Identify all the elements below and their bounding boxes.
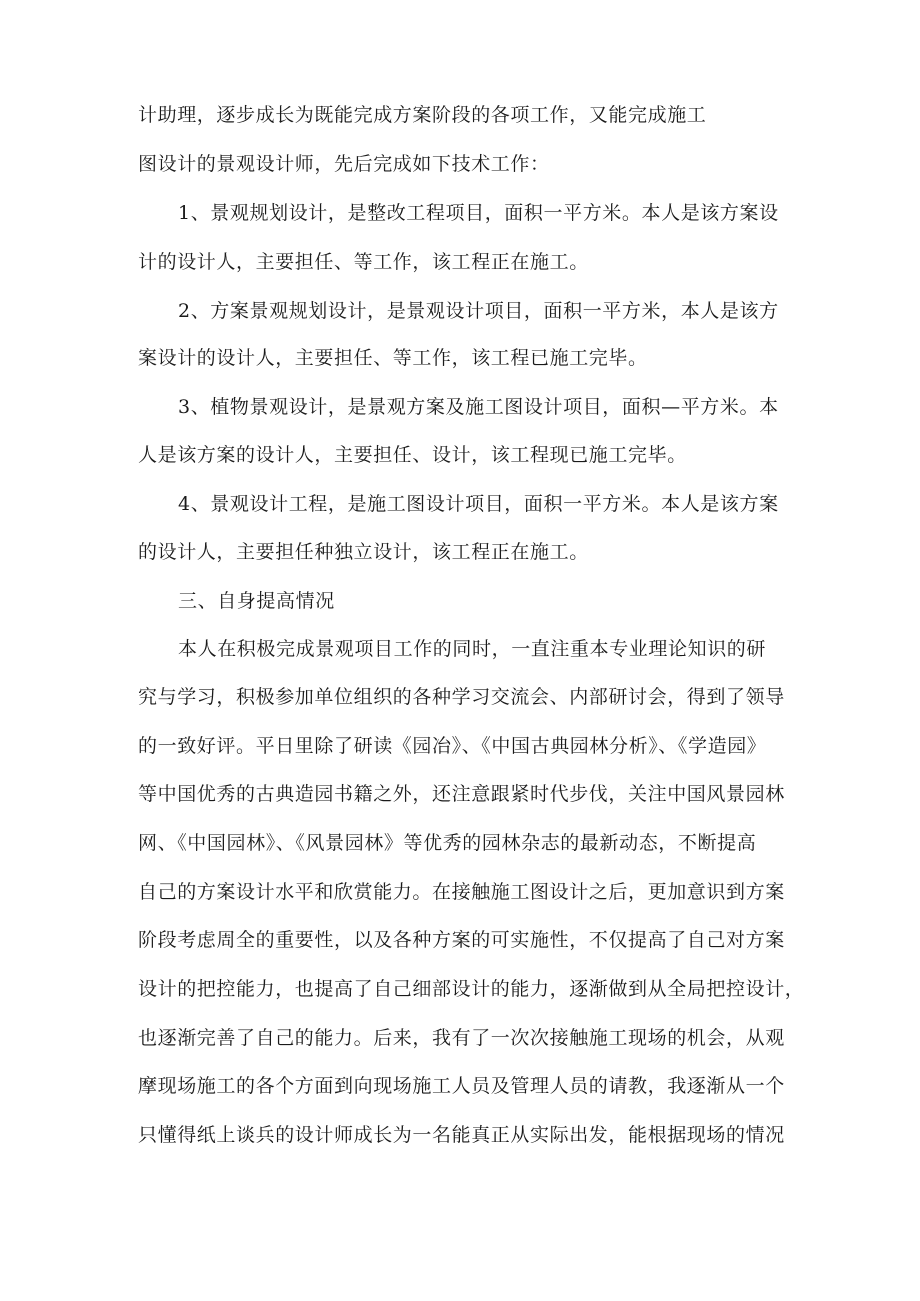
text-line: 只懂得纸上谈兵的设计师成长为一名能真正从实际出发，能根据现场的情况 — [138, 1124, 785, 1146]
text-line: 摩现场施工的各个方面到向现场施工人员及管理人员的请教，我逐渐从一个 — [138, 1075, 785, 1097]
list-item-1: 1、景观规划设计，是整改工程项目，面积一平方米。本人是该方案设 — [178, 202, 779, 224]
text-line: 也逐渐完善了自己的能力。后来，我有了一次次接触施工现场的机会，从观 — [138, 1027, 785, 1049]
paragraph-start: 本人在积极完成景观项目工作的同时，一直注重本专业理论知识的研 — [178, 638, 767, 660]
list-item-3: 3、植物景观设计，是景观方案及施工图设计项目，面积—平方米。本 — [178, 396, 779, 418]
text-line: 网、《中国园林》、《风景园林》等优秀的园林杂志的最新动态，不断提高 — [138, 832, 757, 854]
text-line: 阶段考虑周全的重要性，以及各种方案的可实施性，不仅提高了自己对方案 — [138, 929, 785, 951]
text-line: 自己的方案设计水平和欣赏能力。在接触施工图设计之后，更加意识到方案 — [138, 881, 785, 903]
text-line: 人是该方案的设计人，主要担任、设计，该工程现已施工完毕。 — [138, 444, 687, 466]
list-item-4: 4、景观设计工程，是施工图设计项目，面积一平方米。本人是该方案 — [178, 493, 779, 515]
text-line: 计助理，逐步成长为既能完成方案阶段的各项工作，又能完成施工 — [138, 104, 707, 126]
list-item-2: 2、方案景观规划设计，是景观设计项目，面积一平方米，本人是该方 — [178, 300, 779, 322]
text-line: 的一致好评。平日里除了研读《园冶》、《中国古典园林分析》、《学造园》 — [138, 735, 767, 757]
text-line: 案设计的设计人，主要担任、等工作，该工程已施工完毕。 — [138, 347, 648, 369]
text-line: 图设计的景观设计师，先后完成如下技术工作： — [138, 153, 550, 175]
text-line: 等中国优秀的古典造园书籍之外，还注意跟紧时代步伐，关注中国风景园林 — [138, 783, 785, 805]
text-line: 设计的把控能力，也提高了自己细部设计的能力，逐渐做到从全局把控设计， — [138, 978, 805, 1000]
text-line: 计的设计人，主要担任、等工作，该工程正在施工。 — [138, 251, 589, 273]
section-heading: 三、自身提高情况 — [178, 590, 335, 612]
text-line: 的设计人，主要担任种独立设计，该工程正在施工。 — [138, 541, 589, 563]
text-line: 究与学习，积极参加单位组织的各种学习交流会、内部研讨会，得到了领导 — [138, 686, 785, 708]
